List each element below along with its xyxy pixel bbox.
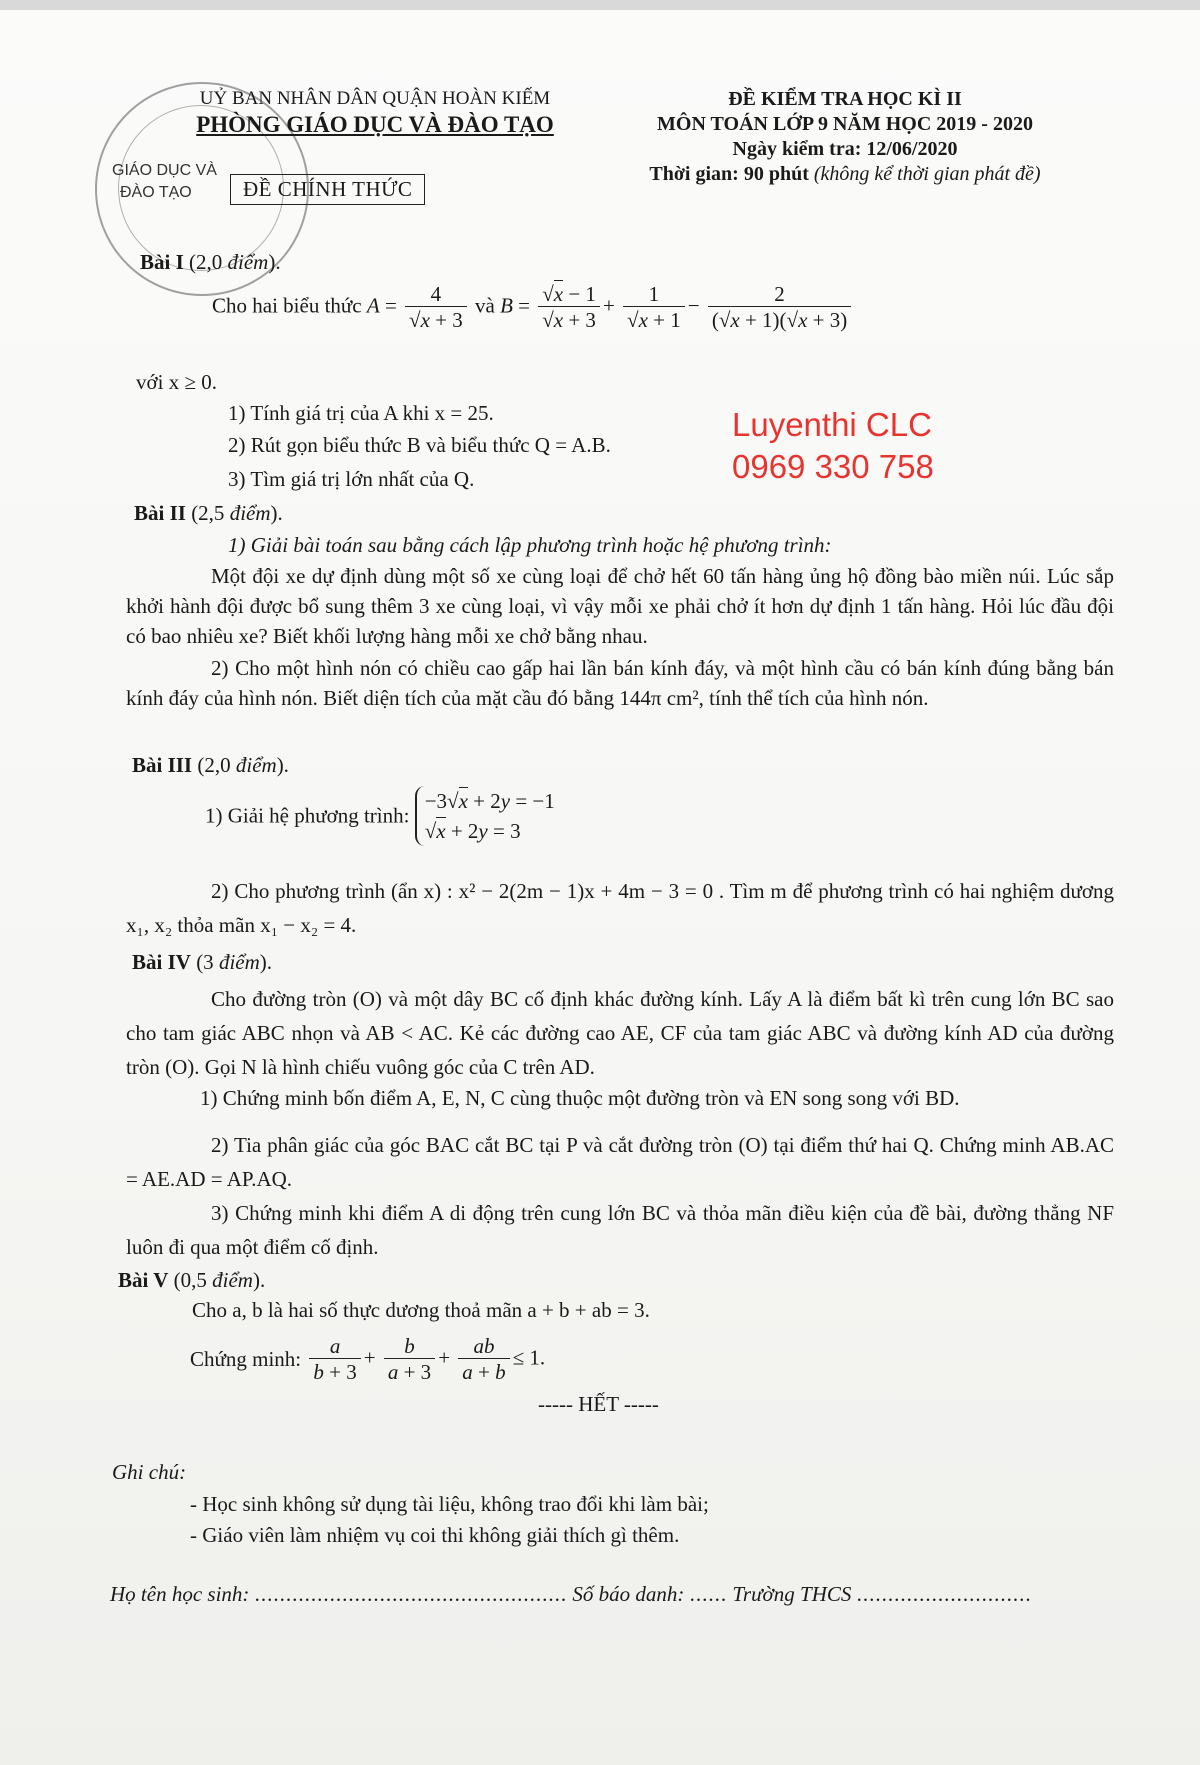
- q2-1-instruction: 1) Giải bài toán sau bằng cách lập phương trình hoặc hệ phương trình:: [228, 533, 832, 557]
- exam-title: ĐỀ KIỂM TRA HỌC KÌ II: [728, 88, 962, 110]
- note-1: - Học sinh không sử dụng tài liệu, không trao đổi khi làm bài;: [190, 1492, 709, 1516]
- q4-1: 1) Chứng minh bốn điểm A, E, N, C cùng thuộc một đường tròn và EN song song với BD.: [200, 1086, 960, 1110]
- q4-3: 3) Chứng minh khi điểm A di động trên cung lớn BC và thỏa mãn điều kiện của đề bài, đường thẳng NF luôn đi qua một điểm cố định.: [126, 1201, 1114, 1259]
- expr-b-term2: $\frac{1}{√x + 1}$: [623, 282, 685, 333]
- q5-given: Cho a, b là hai số thực dương thoả mãn a + b + ab = 3.: [192, 1298, 650, 1322]
- exam-duration: Thời gian: 90 phút (không kể thời gian phát đề): [649, 163, 1041, 185]
- expr-a: $\frac{4}{√x + 3}$: [405, 282, 467, 333]
- watermark-phone: 0969 330 758: [732, 448, 934, 485]
- q1-1: 1) Tính giá trị của A khi x = 25.: [228, 401, 494, 425]
- issuing-department: PHÒNG GIÁO DỤC VÀ ĐÀO TẠO: [196, 112, 554, 137]
- section-1-intro: Cho hai biểu thức: [212, 293, 362, 318]
- section-3-heading: Bài III (2,0 điểm).: [132, 753, 289, 777]
- q4-intro: Cho đường tròn (O) và một dây BC cố định khác đường kính. Lấy A là điểm bất kì trên cung lớn BC sao cho tam giác ABC nhọn và AB < AC. Kẻ các đường cao AE, CF của tam giác ABC và đường kính AD của đường tròn (O). Gọi N là hình chiếu vuông góc của C trên AD.: [126, 987, 1114, 1079]
- official-label: ĐỀ CHÍNH THỨC: [230, 174, 425, 205]
- condition: với x ≥ 0.: [136, 370, 217, 394]
- expr-b-term3: $\frac{2}{(√x + 1)(√x + 3)}$: [708, 282, 851, 333]
- q1-2: 2) Rút gọn biểu thức B và biểu thức Q = A.B.: [228, 433, 611, 457]
- student-info-line: Họ tên học sinh: .................................................. Số báo danh: ...... Trường THCS ............................: [110, 1582, 1032, 1606]
- watermark: [732, 404, 934, 488]
- equation-system: −3√x + 2y = −1 √x + 2y = 3: [415, 786, 555, 846]
- student-name-label: Họ tên học sinh:: [110, 1582, 250, 1606]
- exam-date: Ngày kiểm tra: 12/06/2020: [732, 138, 958, 160]
- header-right: [610, 88, 1080, 186]
- note-heading: Ghi chú:: [112, 1460, 187, 1484]
- end-marker: ----- HẾT -----: [538, 1392, 659, 1416]
- q2-1-problem: Một đội xe dự định dùng một số xe cùng loại để chở hết 60 tấn hàng ủng hộ đồng bào miền núi. Lúc sắp khởi hành đội được bổ sung thêm 3 xe cùng loại, vì vậy mỗi xe phải chở ít hơn dự định 1 tấn hàng. Hỏi lúc đầu đội có bao nhiêu xe? Biết khối lượng hàng mỗi xe chở bằng nhau.: [126, 564, 1114, 648]
- q2-2-problem: 2) Cho một hình nón có chiều cao gấp hai lần bán kính đáy, và một hình cầu có bán kính đúng bằng bán kính đáy của hình nón. Biết diện tích của mặt cầu đó bằng 144π cm², tính thể tích của hình nón.: [126, 656, 1114, 710]
- header-left: [140, 88, 610, 138]
- school-label: Trường THCS: [732, 1582, 852, 1606]
- q5-prove: Chứng minh: $\frac{a}{b + 3}$ + $\frac{b}{a + 3}$ + $\frac{ab}{a + b}$ ≤ 1.: [190, 1334, 546, 1384]
- exam-subject: MÔN TOÁN LỚP 9 NĂM HỌC 2019 - 2020: [657, 113, 1033, 135]
- note-2: - Giáo viên làm nhiệm vụ coi thi không giải thích gì thêm.: [190, 1523, 680, 1547]
- seal-text-2: ĐÀO TẠO: [120, 184, 192, 201]
- section-2-heading: Bài II (2,5 điểm).: [134, 501, 283, 525]
- section-5-heading: Bài V (0,5 điểm).: [118, 1268, 266, 1292]
- scan-top-band: [0, 0, 1200, 10]
- issuing-committee: UỶ BAN NHÂN DÂN QUẬN HOÀN KIẾM: [199, 88, 551, 109]
- expr-b-term1: $\frac{√x - 1}{√x + 3}$: [538, 282, 600, 333]
- section-1-heading: Bài I (2,0 điểm).: [140, 250, 281, 274]
- q3-1: 1) Giải hệ phương trình: −3√x + 2y = −1 √x + 2y = 3: [205, 786, 555, 846]
- section-4-heading: Bài IV (3 điểm).: [132, 950, 273, 974]
- q1-3: 3) Tìm giá trị lớn nhất của Q.: [228, 467, 475, 491]
- candidate-number-label: Số báo danh:: [572, 1582, 685, 1606]
- q4-2: 2) Tia phân giác của góc BAC cắt BC tại P và cắt đường tròn (O) tại điểm thứ hai Q. Chứng minh AB.AC = AE.AD = AP.AQ.: [126, 1133, 1114, 1191]
- seal-text-1: GIÁO DỤC VÀ: [112, 162, 217, 179]
- conj-and: và: [474, 293, 495, 318]
- q3-2: 2) Cho phương trình (ẩn x) : x² − 2(2m − 1)x + 4m − 3 = 0 . Tìm m để phương trình có hai nghiệm dương x₁, x₂ thỏa mãn x₁ − x₂ = 4.: [126, 879, 1114, 937]
- watermark-name: Luyenthi CLC: [732, 406, 932, 443]
- section-1-expressions: Cho hai biểu thức A = $\frac{4}{√x + 3}$ và B = $\frac{√x - 1}{√x + 3}$ + $\frac{1}{√x + 1}$ − $\frac{2}{(√x + 1)(√x + 3)}$: [212, 282, 854, 333]
